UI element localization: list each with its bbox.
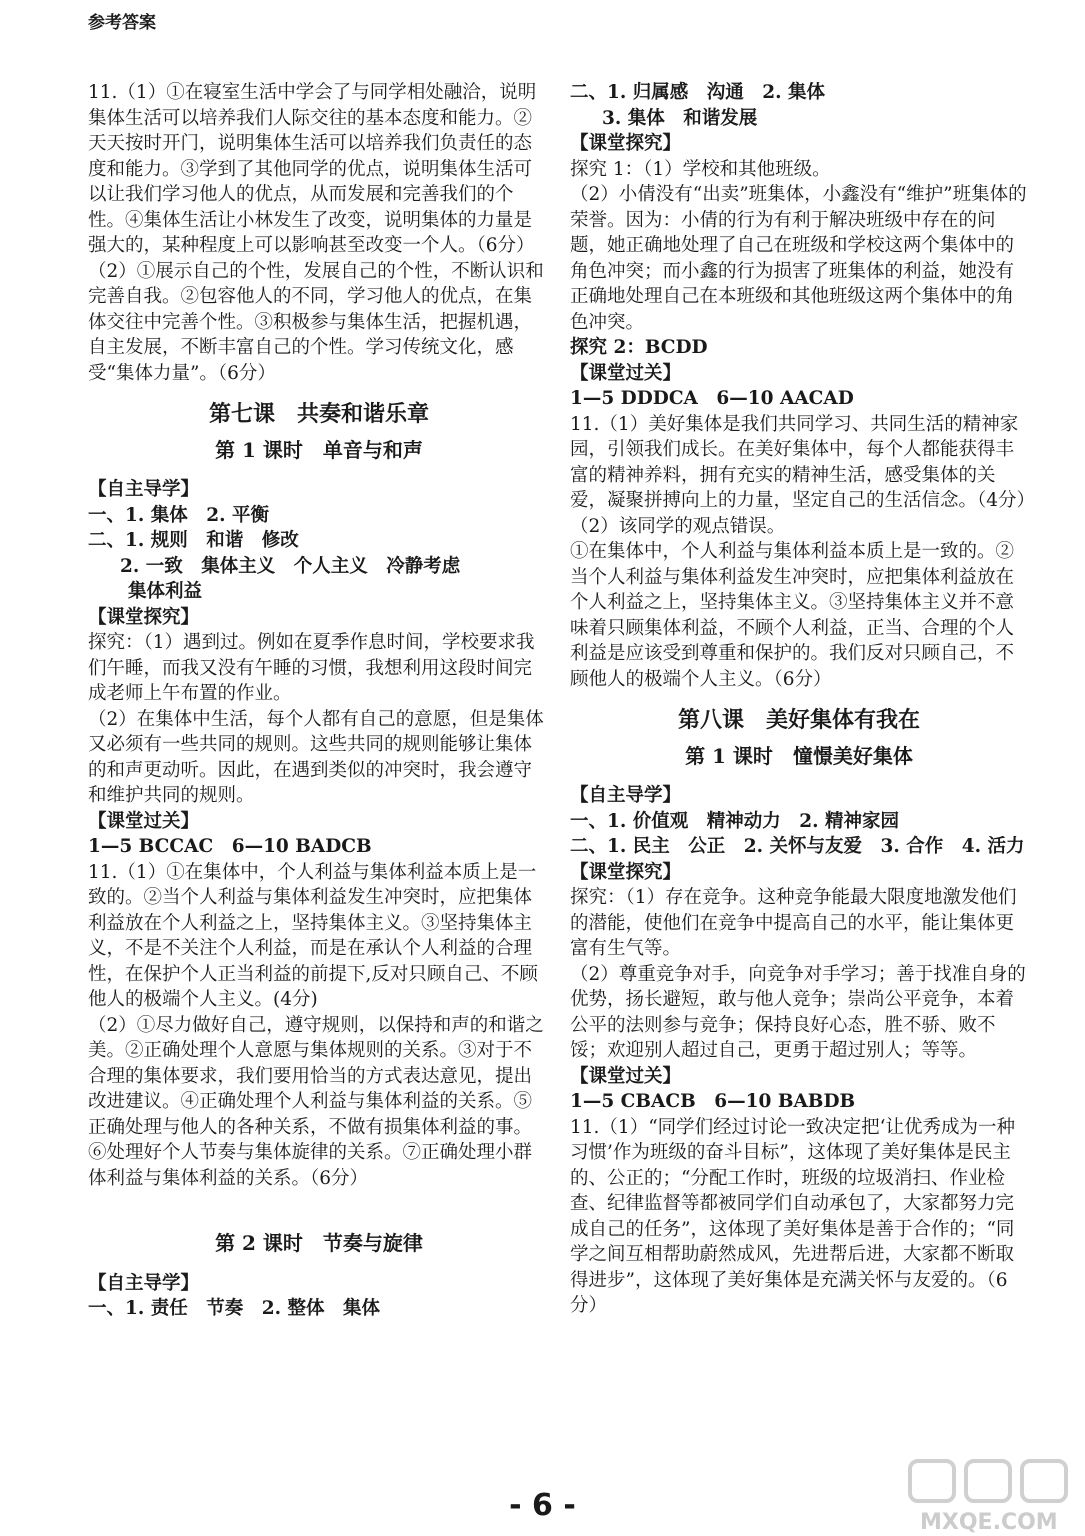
explore-answer: （2）尊重竞争对手，向竞争对手学习；善于找准自身的优势，扬长避短，敢与他人竞争；崇尚公平竞争，本着公平的法则参与竞争；保持良好心态，胜不骄、败不馁；欢迎别人超过自己，更勇于超过别人；等等。 <box>570 963 1026 1061</box>
answer-line: 一、1. 集体 2. 平衡 <box>88 504 270 526</box>
lesson-7-title: 第七课 共奏和谐乐章 <box>208 401 429 427</box>
watermark-text: MXQE.COM <box>920 1510 1058 1535</box>
lesson-8-period-1-title: 第 1 课时 憧憬美好集体 <box>685 743 913 768</box>
answer-line: 二、1. 民主 公正 2. 关怀与友爱 3. 合作 4. 活力 <box>570 836 1025 857</box>
section-heading: 【课堂探究】 <box>570 861 682 883</box>
answer-line: 一、1. 责任 节奏 2. 整体 集体 <box>88 1298 381 1319</box>
left-column <box>88 80 550 1322</box>
lesson-7-period-1-title: 第 1 课时 单音与和声 <box>215 437 423 462</box>
section-heading: 【自主导学】 <box>88 1272 200 1294</box>
answer-11-part1: 11.（1）①在集体中，个人利益与集体利益本质上是一致的。②当个人利益与集体利益发生冲突时，应把集体利益放在个人利益之上，坚持集体主义。③坚持集体主义，不是不关注个人利益，而是在承认个人利益的合理性，在保护个人正当利益的前提下,反对只顾自己、不顾他人的极端个人主义。(4分) <box>88 861 538 1010</box>
section-heading: 【课堂过关】 <box>570 1065 682 1087</box>
page-number: - 6 - <box>509 1488 576 1523</box>
explore-answer: 探究 2：BCDD <box>570 337 708 358</box>
explore-answer: 探究：（1）遇到过。例如在夏季作息时间，学校要求我们午睡，而我又没有午睡的习惯，我想利用这段时间完成老师上午布置的作业。 <box>88 632 535 704</box>
watermark-logo <box>900 1455 1080 1535</box>
explore-answer: 探究：（1）存在竞争。这种竞争能最大限度地激发他们的潜能，使他们在竞争中提高自己的水平，能让集体更富有生气等。 <box>570 887 1017 959</box>
section-heading: 【自主导学】 <box>570 785 682 806</box>
choice-answers: 1—5 CBACB 6—10 BABDB <box>570 1091 856 1112</box>
answer-11-part2: （2）①尽力做好自己，遵守规则，以保持和声的和谐之美。②正确处理个人意愿与集体规则的关系。③对于不合理的集体要求，我们要用恰当的方式表达意见，提出改进建议。④正确处理个人利益与集体利益的关系。⑤正确处理与他人的各种关系，不做有损集体利益的事。⑥处理好个人节奏与集体旋律的关系。⑦正确处理小群体利益与集体利益的关系。（6分） <box>88 1014 544 1189</box>
answer-line: 3. 集体 和谐发展 <box>602 107 758 129</box>
section-heading: 【自主导学】 <box>88 479 200 500</box>
answer-line: 二、1. 归属感 沟通 2. 集体 <box>570 82 826 103</box>
page-header: 参考答案 <box>88 13 156 33</box>
answer-11-part3: ①在集体中，个人利益与集体利益本质上是一致的。②当个人利益与集体利益发生冲突时，应把集体利益放在个人利益之上，坚持集体主义。③坚持集体主义并不意味着只顾集体利益，不顾个人利益，正当、合理的个人利益是应该受到尊重和保护的。我们反对只顾自己，不顾他人的极端个人主义。（6分） <box>570 541 1015 690</box>
answer-11-part2: （2）该同学的观点错误。 <box>570 515 786 537</box>
section-heading: 【课堂过关】 <box>570 362 682 384</box>
answer-11-part1: 11.（1）“同学们经过讨论一致决定把‘让优秀成为一种习惯’作为班级的奋斗目标”，这体现了美好集体是民主的、公正的；“分配工作时，班级的垃圾消扫、作业检查、纪律监督等都被同学们自动承包了，大家都努力完成自己的任务”，这体现了美好集体是善于合作的；“同学之间互相帮助蔚然成风，先进帮后进，大家都不断取得进步”，这体现了美好集体是充满关怀与友爱的。（6分） <box>570 1116 1016 1316</box>
explore-answer: （2）在集体中生活，每个人都有自己的意愿，但是集体又必须有一些共同的规则。这些共同的规则能够让集体的和声更动听。因此，在遇到类似的冲突时，我会遵守和维护共同的规则。 <box>88 708 544 806</box>
section-heading: 【课堂探究】 <box>570 133 682 154</box>
choice-answers: 1—5 BCCAC 6—10 BADCB <box>88 836 372 857</box>
section-heading: 【课堂过关】 <box>88 810 200 832</box>
answer-11-part2: （2）①展示自己的个性，发展自己的个性，不断认识和完善自我。②包容他人的不同，学习他人的优点，在集体交往中完善个性。③积极参与集体生活，把握机遇，自主发展，不断丰富自己的个性。学习传统文化，感受“集体力量”。（6分） <box>88 260 544 384</box>
answer-11-part1: 11.（1）①在寝室生活中学会了与同学相处融洽，说明集体生活可以培养我们人际交往的基本态度和能力。②天天按时开门，说明集体生活可以培养我们负责任的态度和能力。③学到了其他同学的优点，说明集体生活可以让我们学习他人的优点，从而发展和完善我们的个性。④集体生活让小林发生了改变，说明集体的力量是强大的，某种程度上可以影响甚至改变一个人。（6分） <box>88 82 537 256</box>
choice-answers: 1—5 DDDCA 6—10 AACAD <box>570 388 854 409</box>
answer-11-part1: 11.（1）美好集体是我们共同学习、共同生活的精神家园，引领我们成长。在美好集体中，每个人都能获得丰富的精神养料，拥有充实的精神生活，感受集体的关爱，凝聚拼搏向上的力量，坚定自己的生活信念。（4分） <box>570 413 1036 511</box>
section-heading: 【课堂探究】 <box>88 606 200 628</box>
answer-line: 集体利益 <box>128 581 203 602</box>
answer-line: 一、1. 价值观 精神动力 2. 精神家园 <box>570 810 900 832</box>
lesson-7-period-2-title: 第 2 课时 节奏与旋律 <box>215 1231 423 1255</box>
right-column <box>570 80 1036 1319</box>
lesson-8-title: 第八课 美好集体有我在 <box>677 707 920 733</box>
explore-answer: 探究 1：（1）学校和其他班级。 <box>570 158 831 180</box>
answer-line: 2. 一致 集体主义 个人主义 冷静考虑 <box>120 555 461 577</box>
answer-line: 二、1. 规则 和谐 修改 <box>88 530 299 551</box>
explore-answer: （2）小倩没有“出卖”班集体，小鑫没有“维护”班集体的荣誉。因为：小倩的行为有利于解决班级中存在的问题，她正确地处理了自己在班级和学校这两个集体中的角色冲突；而小鑫的行为损害了班集体的利益，她没有正确地处理自己在本班级和其他班级这两个集体中的角色冲突。 <box>570 184 1027 333</box>
